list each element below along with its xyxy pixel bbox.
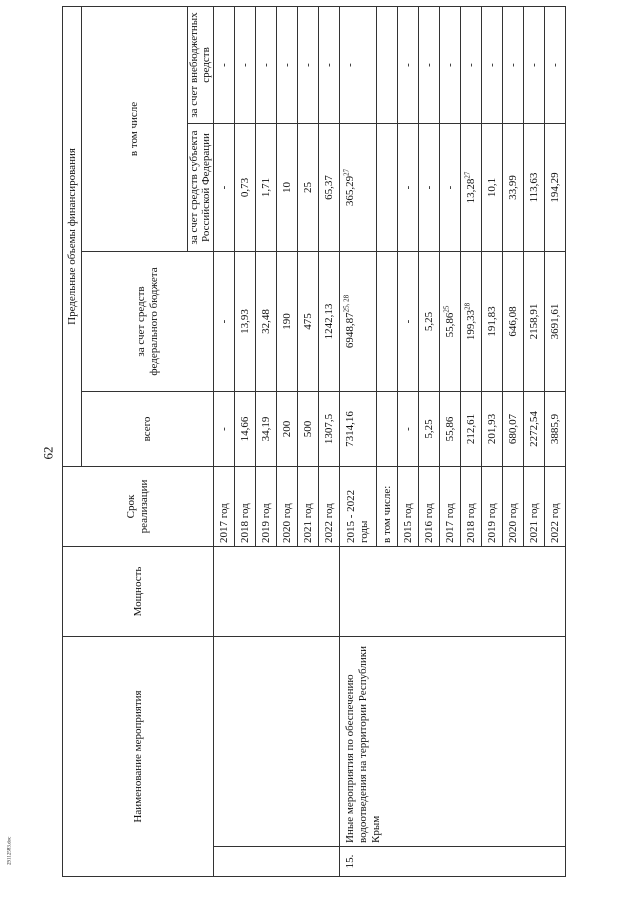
year-federal bbox=[524, 252, 545, 392]
year-total bbox=[503, 392, 524, 467]
page-number: 62 bbox=[40, 446, 56, 460]
row-extra-value: - bbox=[239, 63, 251, 67]
year-period bbox=[503, 467, 524, 547]
year-federal bbox=[461, 252, 482, 392]
year-total bbox=[419, 392, 440, 467]
row-period bbox=[319, 467, 340, 547]
row-extra bbox=[298, 6, 319, 123]
year-period bbox=[524, 467, 545, 547]
summary-subject-footnote: 27 bbox=[342, 168, 351, 176]
row-subject-value: 1,71 bbox=[260, 177, 272, 198]
row-period bbox=[298, 467, 319, 547]
row-period-value: 2017 год bbox=[218, 503, 230, 543]
year-total bbox=[545, 392, 566, 467]
row-period-value: 2022 год bbox=[323, 503, 335, 543]
row-extra-value: - bbox=[281, 63, 293, 67]
prev-item-capacity bbox=[214, 547, 340, 637]
year-extra bbox=[419, 6, 440, 123]
year-subject bbox=[482, 124, 503, 252]
rotated-table-container bbox=[62, 7, 572, 877]
year-extra bbox=[398, 6, 419, 123]
row-federal bbox=[298, 252, 319, 392]
summary-period bbox=[340, 467, 377, 547]
year-subject bbox=[419, 124, 440, 252]
summary-period-value: 2015 - 2022 годы bbox=[344, 489, 370, 543]
year-total-value: 55,86 bbox=[444, 416, 456, 442]
year-extra-value: - bbox=[507, 63, 519, 67]
row-period bbox=[214, 467, 235, 547]
year-extra bbox=[461, 6, 482, 123]
row-period-value: 2018 год bbox=[239, 503, 251, 543]
row-federal bbox=[214, 252, 235, 392]
row-total-value: - bbox=[218, 427, 230, 431]
header-federal: за счет средств федерального бюджета bbox=[82, 252, 214, 392]
header-total: всего bbox=[82, 392, 214, 467]
item-number-value: 15. bbox=[344, 854, 356, 869]
empty-cell bbox=[377, 392, 398, 467]
row-federal bbox=[235, 252, 256, 392]
item-name bbox=[340, 637, 566, 847]
year-extra-value: - bbox=[402, 63, 414, 67]
year-federal bbox=[482, 252, 503, 392]
year-subject bbox=[398, 124, 419, 252]
row-total-value: 14,66 bbox=[239, 416, 251, 442]
year-extra bbox=[503, 6, 524, 123]
including-label-value: в том числе: bbox=[381, 485, 393, 543]
row-federal-value: 32,48 bbox=[260, 309, 272, 334]
year-period-value: 2022 год bbox=[549, 503, 561, 543]
year-extra bbox=[524, 6, 545, 123]
year-total-value: - bbox=[402, 427, 414, 431]
row-federal bbox=[319, 252, 340, 392]
year-period-value: 2020 год bbox=[507, 503, 519, 543]
row-extra-value: - bbox=[218, 63, 230, 67]
including-label bbox=[377, 467, 398, 547]
year-subject-value: 33,99 bbox=[507, 175, 519, 200]
row-period-value: 2020 год bbox=[281, 503, 293, 543]
row-subject-value: 25 bbox=[302, 182, 314, 193]
financing-table bbox=[62, 6, 566, 877]
year-subject-value: - bbox=[423, 185, 435, 190]
summary-extra bbox=[340, 6, 377, 123]
year-federal-value: - bbox=[402, 319, 414, 324]
row-period bbox=[235, 467, 256, 547]
year-period-value: 2017 год bbox=[444, 503, 456, 543]
year-federal-value: 199,33 bbox=[465, 309, 477, 341]
row-period-value: 2021 год bbox=[302, 503, 314, 543]
year-total-value: 2272,54 bbox=[528, 411, 540, 447]
row-subject-value: 0,73 bbox=[239, 177, 251, 198]
summary-total-value: 7314,16 bbox=[344, 411, 356, 447]
year-subject-value: 10,1 bbox=[486, 177, 498, 198]
year-total-value: 212,61 bbox=[465, 413, 477, 445]
summary-extra-value: - bbox=[344, 63, 356, 67]
row-extra-value: - bbox=[260, 63, 272, 67]
empty-cell bbox=[377, 6, 398, 123]
prev-item-number bbox=[214, 847, 340, 877]
year-federal-footnote: 28 bbox=[463, 302, 472, 310]
summary-federal-footnote: 25, 28 bbox=[342, 294, 351, 313]
year-subject bbox=[545, 124, 566, 252]
year-total-value: 5,25 bbox=[423, 419, 435, 439]
row-extra-value: - bbox=[302, 63, 314, 67]
year-total bbox=[524, 392, 545, 467]
summary-subject bbox=[340, 124, 377, 252]
year-total-value: 201,93 bbox=[486, 413, 498, 445]
row-subject bbox=[235, 124, 256, 252]
year-period bbox=[398, 467, 419, 547]
header-financing: Предельные объемы финансирования bbox=[63, 6, 82, 466]
row-total-value: 34,19 bbox=[260, 416, 272, 442]
header-extra: за счет внебюджетных средств bbox=[187, 6, 213, 123]
row-total bbox=[319, 392, 340, 467]
year-federal-value: 2158,91 bbox=[528, 303, 540, 340]
row-total bbox=[256, 392, 277, 467]
year-federal-value: 55,86 bbox=[444, 312, 456, 338]
year-federal bbox=[398, 252, 419, 392]
empty-cell bbox=[377, 252, 398, 392]
year-federal bbox=[440, 252, 461, 392]
row-period bbox=[256, 467, 277, 547]
item-number bbox=[340, 847, 566, 877]
year-federal bbox=[419, 252, 440, 392]
year-period-value: 2019 год bbox=[486, 503, 498, 543]
year-subject bbox=[461, 124, 482, 252]
row-subject-value: 65,37 bbox=[323, 175, 335, 200]
year-extra-value: - bbox=[465, 63, 477, 67]
header-capacity: Мощность bbox=[63, 547, 214, 637]
year-period bbox=[461, 467, 482, 547]
row-period-value: 2019 год bbox=[260, 503, 272, 543]
row-extra bbox=[256, 6, 277, 123]
row-total bbox=[277, 392, 298, 467]
year-subject bbox=[524, 124, 545, 252]
year-subject-value: 113,63 bbox=[528, 172, 540, 203]
year-subject-footnote: 27 bbox=[463, 171, 472, 179]
year-subject-value: 194,29 bbox=[549, 172, 561, 203]
row-total-value: 1307,5 bbox=[323, 413, 335, 445]
year-federal-value: 5,25 bbox=[423, 311, 435, 332]
table-row bbox=[214, 6, 235, 876]
row-total bbox=[235, 392, 256, 467]
row-subject bbox=[319, 124, 340, 252]
row-extra bbox=[214, 6, 235, 123]
row-federal bbox=[277, 252, 298, 392]
year-total bbox=[440, 392, 461, 467]
year-federal bbox=[545, 252, 566, 392]
year-period bbox=[482, 467, 503, 547]
year-period bbox=[440, 467, 461, 547]
year-extra-value: - bbox=[444, 63, 456, 67]
year-period-value: 2018 год bbox=[465, 503, 477, 543]
year-total bbox=[482, 392, 503, 467]
row-extra-value: - bbox=[323, 63, 335, 67]
year-federal-value: 3691,61 bbox=[549, 303, 561, 340]
row-extra bbox=[235, 6, 256, 123]
year-extra-value: - bbox=[423, 63, 435, 67]
row-subject bbox=[214, 124, 235, 252]
row-subject bbox=[298, 124, 319, 252]
year-extra bbox=[482, 6, 503, 123]
year-subject-value: - bbox=[444, 185, 456, 190]
row-federal bbox=[256, 252, 277, 392]
year-federal bbox=[503, 252, 524, 392]
year-total-value: 3885,9 bbox=[549, 413, 561, 445]
row-period bbox=[277, 467, 298, 547]
year-period bbox=[545, 467, 566, 547]
document-id: 29112583.doc bbox=[7, 836, 13, 865]
row-subject bbox=[277, 124, 298, 252]
table-row bbox=[340, 6, 377, 876]
row-federal-value: 190 bbox=[281, 313, 293, 330]
row-total-value: 500 bbox=[302, 420, 314, 438]
row-extra bbox=[319, 6, 340, 123]
year-extra-value: - bbox=[528, 63, 540, 67]
header-period: Срок реализации bbox=[63, 467, 214, 547]
year-extra bbox=[545, 6, 566, 123]
year-period-value: 2021 год bbox=[528, 503, 540, 543]
year-total-value: 680,07 bbox=[507, 413, 519, 445]
year-federal-value: 191,83 bbox=[486, 306, 498, 337]
header-subject: за счет средств субъекта Российской Федерации bbox=[187, 124, 213, 252]
summary-federal bbox=[340, 252, 377, 392]
year-federal-footnote: 25 bbox=[442, 305, 451, 313]
row-extra bbox=[277, 6, 298, 123]
row-subject bbox=[256, 124, 277, 252]
row-federal-value: 1242,13 bbox=[323, 303, 335, 340]
summary-total bbox=[340, 392, 377, 467]
year-period bbox=[419, 467, 440, 547]
row-federal-value: 13,93 bbox=[239, 309, 251, 334]
year-subject-value: 13,28 bbox=[465, 178, 477, 204]
year-subject bbox=[440, 124, 461, 252]
year-period-value: 2016 год bbox=[423, 503, 435, 543]
year-subject bbox=[503, 124, 524, 252]
row-total-value: 200 bbox=[281, 420, 293, 438]
year-extra bbox=[440, 6, 461, 123]
year-subject-value: - bbox=[402, 185, 414, 190]
prev-item-name bbox=[214, 637, 340, 847]
row-subject-value: 10 bbox=[281, 182, 293, 193]
item-capacity bbox=[340, 547, 566, 637]
summary-federal-value: 6948,87 bbox=[344, 312, 356, 349]
header-name: Наименование мероприятия bbox=[63, 637, 214, 877]
row-federal-value: - bbox=[218, 319, 230, 324]
year-extra-value: - bbox=[486, 63, 498, 67]
year-total bbox=[461, 392, 482, 467]
row-subject-value: - bbox=[218, 185, 230, 190]
row-federal-value: 475 bbox=[302, 313, 314, 330]
year-total bbox=[398, 392, 419, 467]
header-including: в том числе bbox=[82, 6, 188, 251]
summary-subject-value: 365,29 bbox=[344, 175, 356, 207]
year-extra-value: - bbox=[549, 63, 561, 67]
year-federal-value: 646,08 bbox=[507, 306, 519, 337]
empty-cell bbox=[377, 124, 398, 252]
item-name-value: Иные мероприятия по обеспечению водоотведения на территории Республики Крым bbox=[344, 646, 383, 843]
row-total bbox=[214, 392, 235, 467]
row-total bbox=[298, 392, 319, 467]
year-period-value: 2015 год bbox=[402, 503, 414, 543]
